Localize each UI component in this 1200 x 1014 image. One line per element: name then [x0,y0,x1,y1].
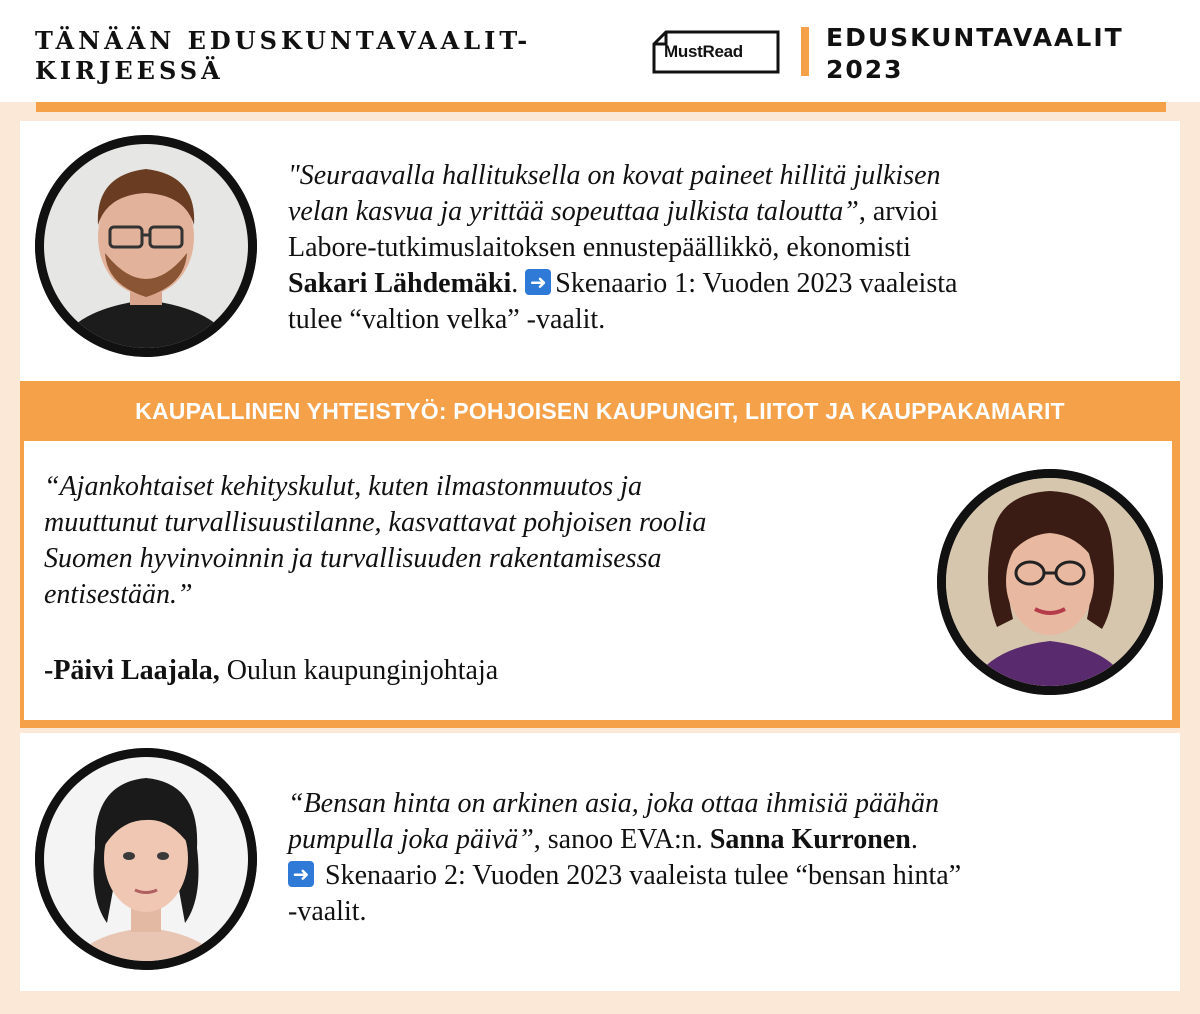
story2-quote-line2: pumpulla joka päivä” [288,824,534,855]
newsletter-title-line2: KIRJEESSÄ [35,56,224,85]
portrait-icon [937,469,1163,695]
sponsored-content [24,441,1172,720]
sponsored-card [20,381,1180,728]
story2-scenario-link-cont[interactable]: -vaalit. [288,896,367,927]
avatar-paivi [937,469,1163,695]
story1-role: Labore-tutkimuslaitoksen ennustepäällikkö, ekonomisti [288,232,911,263]
story-card-1 [20,121,1180,381]
accent-strip [36,102,1166,112]
logo-text: MustRead [664,42,743,61]
sponsor-person-name: -Päivi Laajala, [44,655,220,686]
story1-quote-line2: velan kasvua ja yrittää sopeuttaa julkista taloutta” [288,196,859,227]
story1-text [288,158,1168,338]
newsletter-title [35,26,531,86]
section-title [826,22,1124,86]
newsletter-header [0,0,1200,102]
header-divider [801,27,809,76]
newsletter-title-line1: TÄNÄÄN EDUSKUNTAVAALIT- [35,26,532,55]
sponsor-banner: KAUPALLINEN YHTEISTYÖ: POHJOISEN KAUPUNGIT, LIITOT JA KAUPPAKAMARIT [135,398,1065,424]
portrait-icon [35,748,257,970]
sponsor-quote-line4: entisestään.” [44,579,193,610]
story1-scenario-link[interactable]: Skenaario 1: Vuoden 2023 vaaleista [555,268,958,299]
story1-attribution: , arvioi [858,196,939,227]
story1-quote-line1: "Seuraavalla hallituksella on kovat paineet hillitä julkisen [288,160,941,191]
sponsor-person-title: Oulun kaupunginjohtaja [219,655,499,686]
story2-quote-line1: “Bensan hinta on arkinen asia, joka ottaa ihmisiä päähän [288,788,939,819]
avatar-sanna [35,748,257,970]
avatar-sakari [35,135,257,357]
story1-period: . [511,268,519,299]
story-card-2 [20,733,1180,991]
section-title-line1: EDUSKUNTAVAALIT [826,23,1124,52]
sponsor-quote-line2: muuttunut turvallisuustilanne, kasvattavat pohjoisen roolia [44,507,707,538]
right-arrow-icon[interactable] [525,269,551,295]
story2-person-name: Sanna Kurronen [709,824,911,855]
sponsor-quote [44,469,924,689]
sponsor-quote-line1: “Ajankohtaiset kehityskulut, kuten ilmastonmuutos ja [44,471,643,502]
section-title-line2: 2023 [826,55,904,84]
story1-scenario-link-cont[interactable]: tulee “valtion velka” -vaalit. [288,304,606,335]
story2-scenario-link[interactable]: Skenaario 2: Vuoden 2023 vaaleista tulee “bensan hinta” [318,860,962,891]
right-arrow-icon[interactable] [288,861,314,887]
sponsor-quote-line3: Suomen hyvinvoinnin ja turvallisuuden rakentamisessa [44,543,662,574]
story1-person-name: Sakari Lähdemäki [288,268,512,299]
story2-period: . [910,824,918,855]
story2-attribution: , sanoo EVA:n. [533,824,710,855]
portrait-icon [35,135,257,357]
story2-text [288,786,1168,930]
